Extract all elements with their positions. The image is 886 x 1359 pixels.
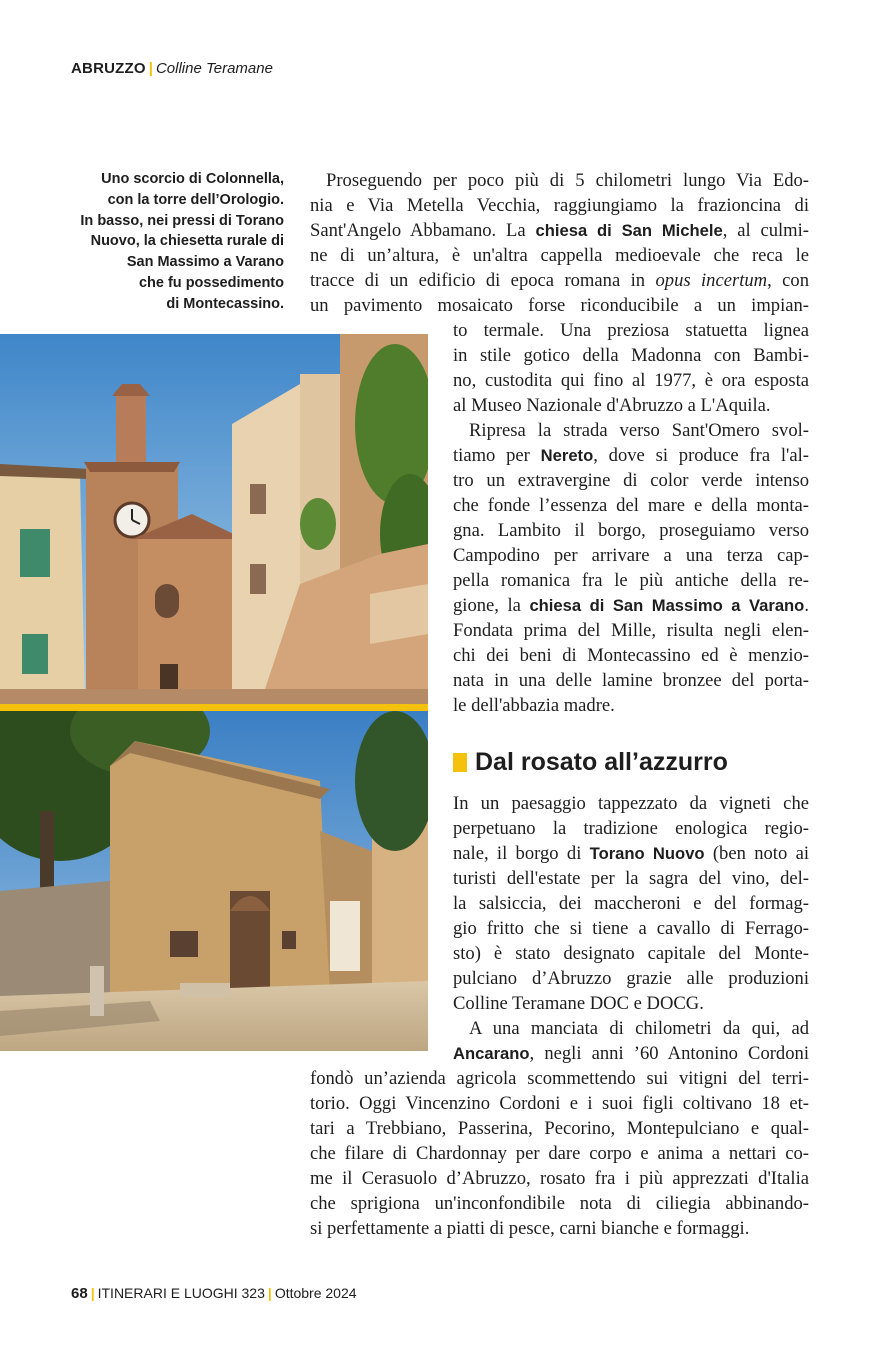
text-line: nata in una delle lamine bronzee del porta-: [453, 670, 809, 691]
running-header: [71, 60, 273, 77]
page-number: 68: [71, 1285, 88, 1302]
text-line: ne di un’altura, è un'altra cappella medioevale che reca le: [310, 245, 809, 266]
text-line: perpetuano la tradizione enologica regio-: [453, 818, 809, 839]
text-line: le dell'abbazia madre.: [453, 695, 615, 716]
italic-term: opus incertum: [655, 270, 768, 291]
header-separator: |: [148, 60, 153, 77]
running-footer: [71, 1285, 357, 1302]
text-line: che fonde l’essenza del mare e della monta-: [453, 495, 809, 516]
caption-line: Nuovo, la chiesetta rurale di: [90, 233, 284, 250]
caption-line: con la torre dell’Orologio.: [107, 191, 284, 208]
text-line: Ripresa la strada verso Sant'Omero svol-: [469, 420, 809, 441]
photo-caption: [40, 169, 284, 315]
caption-line: Uno scorcio di Colonnella,: [101, 171, 284, 187]
text-line: to termale. Una preziosa statuetta lignea: [453, 320, 809, 341]
bold-place: Nereto: [540, 446, 594, 465]
text-line: pulciano d’Abruzzo grazie alle produzioni: [453, 968, 809, 989]
text-line: Ancarano, negli anni ’60 Antonino Cordoni: [453, 1043, 809, 1064]
paragraph-1-narrow: [453, 318, 809, 418]
magazine-title: ITINERARI E LUOGHI 323: [97, 1285, 265, 1301]
text-line: tari a Trebbiano, Passerina, Pecorino, Montepulciano e qual-: [310, 1118, 809, 1139]
bold-place: chiesa di San Michele: [535, 221, 723, 240]
text-line: tro un extravergine di color verde intenso: [453, 470, 809, 491]
text-line: gione, la chiesa di San Massimo a Varano.: [453, 595, 809, 616]
caption-line: di Montecassino.: [166, 295, 284, 312]
heading-text: Dal rosato all’azzurro: [475, 748, 728, 776]
paragraph-3: [453, 791, 809, 1016]
text-line: che filare di Chardonnay per dare corpo e anima a nettari co-: [310, 1143, 809, 1164]
bold-place: Torano Nuovo: [589, 844, 705, 863]
text-line: nale, il borgo di Torano Nuovo (ben noto ai: [453, 843, 809, 864]
footer-separator: |: [90, 1285, 95, 1301]
header-section: ABRUZZO: [71, 60, 146, 77]
text-line: gna. Lambito il borgo, proseguiamo verso: [453, 520, 809, 541]
text-line: me il Cerasuolo d’Abruzzo, rosato fra i più apprezzati d'Italia: [310, 1168, 809, 1189]
caption-line: In basso, nei pressi di Torano: [80, 212, 284, 229]
text-line: un pavimento mosaicato forse riconducibile a un impian-: [310, 295, 809, 316]
paragraph-2: [453, 418, 809, 718]
text-line: la salsiccia, dei maccheroni e del formag-: [453, 893, 809, 914]
text-line: Colline Teramane DOC e DOCG.: [453, 993, 704, 1014]
text-line: in stile gotico della Madonna con Bambi-: [453, 345, 809, 366]
caption-line: San Massimo a Varano: [126, 254, 284, 271]
photo-san-massimo-church: [0, 711, 428, 1051]
footer-separator: |: [267, 1285, 272, 1301]
text-line: turisti dell'estate per la sagra del vino, del-: [453, 868, 809, 889]
text-line: Sant'Angelo Abbamano. La chiesa di San Michele, al culmi-: [310, 220, 809, 241]
caption-line: che fu possedimento: [138, 274, 284, 291]
paragraph-4-wide: [310, 1066, 809, 1241]
issue-date: Ottobre 2024: [274, 1285, 357, 1301]
photo-colonnella-clock-tower: [0, 334, 428, 704]
text-line: nia e Via Metella Vecchia, raggiungiamo la frazioncina di: [310, 195, 809, 216]
text-line: torio. Oggi Vincenzino Cordoni e i suoi figli coltivano 18 et-: [310, 1093, 809, 1114]
heading-marker: [453, 753, 467, 772]
text-line: tracce di un edificio di epoca romana in opus incertum, con: [310, 270, 809, 291]
text-line: fondò un’azienda agricola scommettendo sui vitigni del terri-: [310, 1068, 809, 1089]
text-line: sto) è stato designato capitale del Monte-: [453, 943, 809, 964]
text-line: gio fritto che si tiene a cavallo di Ferrago-: [453, 918, 809, 939]
text-line: Proseguendo per poco più di 5 chilometri lungo Via Edo-: [326, 170, 809, 191]
text-line: tiamo per Nereto, dove si produce fra l'al-: [453, 445, 809, 466]
text-line: si perfettamente a piatti di pesce, carni bianche e formaggi.: [310, 1218, 750, 1239]
paragraph-1-wide: [310, 168, 809, 318]
text-line: che sprigiona un'inconfondibile nota di ciliegia abbinando-: [310, 1193, 809, 1214]
photo-divider: [0, 704, 428, 711]
text-line: pella romanica fra le più antiche della re-: [453, 570, 809, 591]
text-line: In un paesaggio tappezzato da vigneti che: [453, 793, 809, 814]
text-line: A una manciata di chilometri da qui, ad: [469, 1018, 809, 1039]
header-subtitle: Colline Teramane: [155, 60, 273, 77]
paragraph-4-narrow: [453, 1016, 809, 1066]
text-line: chi dei beni di Montecassino ed è menzio-: [453, 645, 809, 666]
bold-place: chiesa di San Massimo a Varano: [529, 596, 805, 615]
text-line: Fondata prima del Mille, risulta negli elen-: [453, 620, 809, 641]
section-heading: [453, 748, 728, 777]
text-line: no, custodita qui fino al 1977, è ora esposta: [453, 370, 809, 391]
text-line: Campodino per arrivare a una terza cap-: [453, 545, 809, 566]
text-line: al Museo Nazionale d'Abruzzo a L'Aquila.: [453, 395, 771, 416]
bold-place: Ancarano: [453, 1044, 530, 1063]
